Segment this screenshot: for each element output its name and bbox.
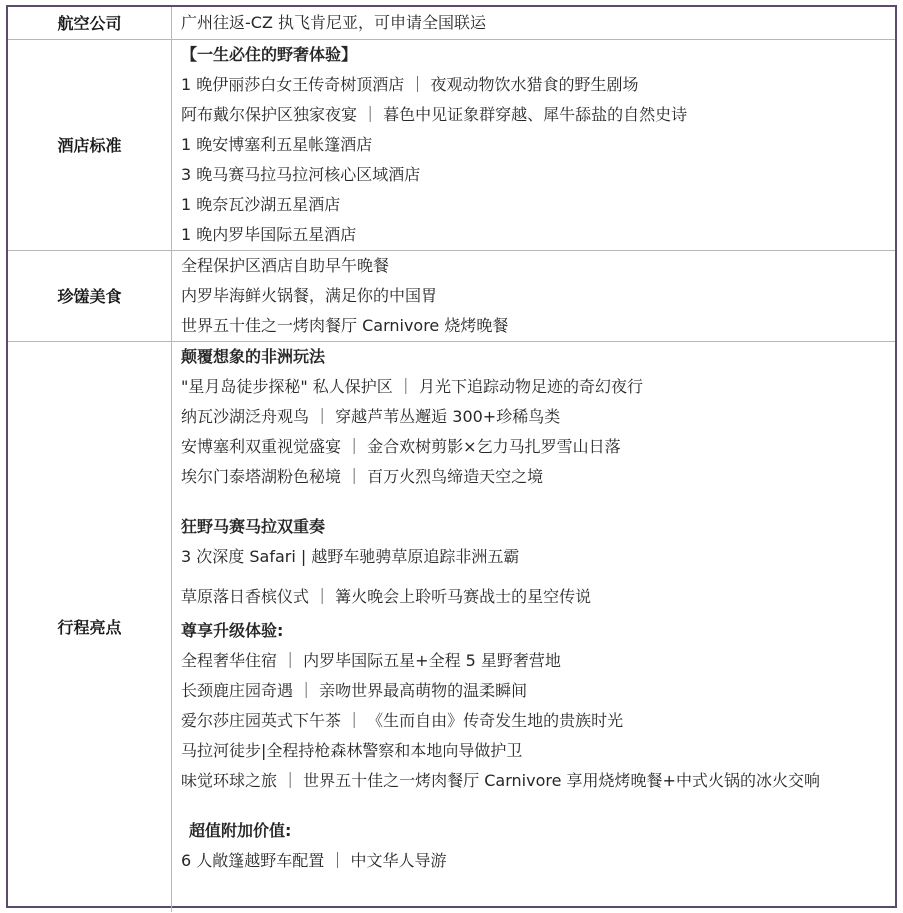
hotel-line: 1 晚内罗毕国际五星酒店 [181,224,357,244]
food-line: 内罗毕海鲜火锅餐，满足你的中国胃 [181,285,438,305]
highlight-line: 纳瓦沙湖泛舟观鸟 ｜ 穿越芦苇丛邂逅 300+珍稀鸟类 [181,406,561,426]
highlight-line: "星月岛徒步探秘" 私人保护区 ｜ 月光下追踪动物足迹的奇幻夜行 [181,376,643,396]
row-hotel [8,39,895,250]
food-line: 全程保护区酒店自助早午晚餐 [181,255,390,275]
hotel-line: 阿布戴尔保护区独家夜宴 ｜ 暮色中见证象群穿越、犀牛舔盐的自然史诗 [181,104,688,124]
spacer [181,796,895,816]
highlight-line: 草原落日香槟仪式 ｜ 篝火晚会上聆听马赛战士的星空传说 [181,586,592,606]
content-itinerary [172,341,896,912]
highlight-line: 埃尔门泰塔湖粉色秘境 ｜ 百万火烈鸟缔造天空之境 [181,466,544,486]
highlight-line: 6 人敞篷越野车配置 ｜ 中文华人导游 [181,850,447,870]
row-itinerary [8,341,895,912]
label-hotel: 酒店标准 [8,39,172,250]
hotel-line: 1 晚伊丽莎白女王传奇树顶酒店 ｜ 夜观动物饮水猎食的野生剧场 [181,74,639,94]
food-line: 世界五十佳之一烤肉餐厅 Carnivore 烧烤晚餐 [181,315,509,335]
info-table [8,7,895,912]
label-itinerary: 行程亮点 [8,341,172,912]
highlight-line: 长颈鹿庄园奇遇 ｜ 亲吻世界最高萌物的温柔瞬间 [181,680,528,700]
highlight-line: 安博塞利双重视觉盛宴 ｜ 金合欢树剪影×乞力马扎罗雪山日落 [181,436,621,456]
row-airline [8,7,895,39]
section-heading: 超值附加价值: [189,820,292,840]
highlight-line: 爱尔莎庄园英式下午茶 ｜ 《生而自由》传奇发生地的贵族时光 [181,710,624,730]
section-heading: 尊享升级体验: [181,620,284,640]
highlight-line: 味觉环球之旅 ｜ 世界五十佳之一烤肉餐厅 Carnivore 享用烧烤晚餐+中式火锅的冰火交响 [181,770,820,790]
label-airline: 航空公司 [8,7,172,39]
highlight-line: 马拉河徒步|全程持枪森林警察和本地向导做护卫 [181,740,523,760]
highlight-line: 全程奢华住宿 ｜ 内罗毕国际五星+全程 5 星野奢营地 [181,650,561,670]
itinerary-info-table [6,5,897,908]
content-airline [172,7,896,39]
section-heading: 颠覆想象的非洲玩法 [181,346,326,366]
spacer [181,572,895,582]
hotel-line: 1 晚奈瓦沙湖五星酒店 [181,194,341,214]
row-food [8,250,895,341]
hotel-line: 1 晚安博塞利五星帐篷酒店 [181,134,373,154]
hotel-heading: 【一生必住的野奢体验】 [181,44,358,64]
airline-line: 广州往返-CZ 执飞肯尼亚，可申请全国联运 [181,12,486,32]
section-heading: 狂野马赛马拉双重奏 [181,516,326,536]
hotel-line: 3 晚马赛马拉马拉河核心区域酒店 [181,164,421,184]
label-food: 珍馐美食 [8,250,172,341]
highlight-line: 3 次深度 Safari | 越野车驰骋草原追踪非洲五霸 [181,546,520,566]
content-hotel [172,39,896,250]
content-food [172,250,896,341]
spacer [181,492,895,512]
